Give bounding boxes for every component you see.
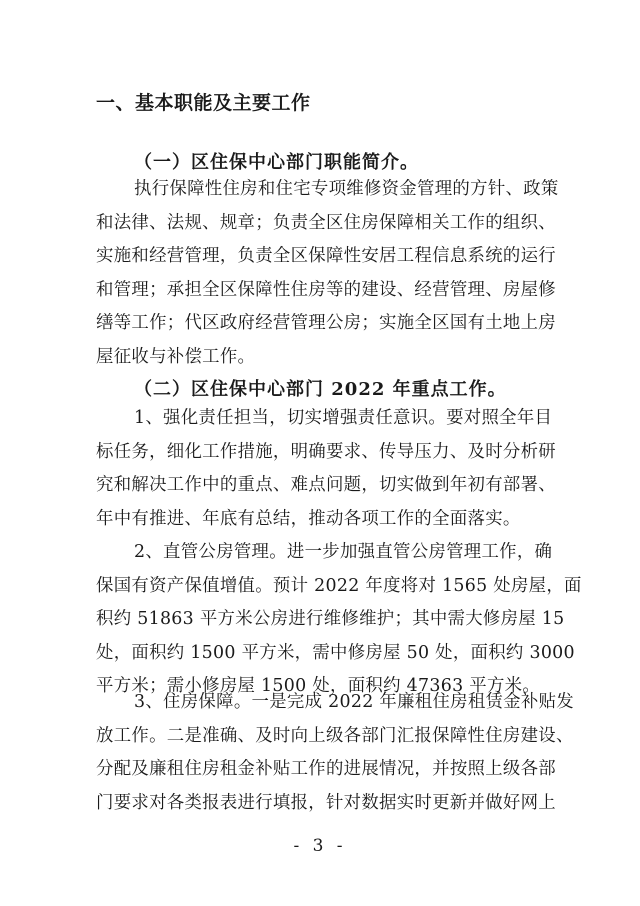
paragraph-functions xyxy=(96,173,559,374)
paragraph-line: 执行保障性住房和住宅专项维修资金管理的方针、政策 xyxy=(134,179,559,199)
paragraph-responsibility xyxy=(96,402,556,536)
paragraph-line: 处，面积约 1500 平方米，需中修房屋 50 处，面积约 3000 xyxy=(96,642,575,663)
paragraph-line: 究和解决工作中的重点、难点问题，切实做到年初有部署、 xyxy=(96,475,556,495)
paragraph-line: 平方米；需小修房屋 1500 处，面积约 47363 平方米。 xyxy=(96,676,541,696)
paragraph-line: 1、强化责任担当，切实增强责任意识。要对照全年目 xyxy=(134,408,553,428)
paragraph-line: 分配及廉租住房租金补贴工作的进展情况，并按照上级各部 xyxy=(96,759,556,779)
paragraph-line: 放工作。二是准确、及时向上级各部门汇报保障性住房建设、 xyxy=(96,725,574,746)
paragraph-public-housing xyxy=(96,536,582,704)
section-title: 一、基本职能及主要工作 xyxy=(96,92,311,114)
paragraph-line: 缮等工作；代区政府经营管理公房；实施全区国有土地上房 xyxy=(96,313,556,333)
page-number: - 3 - xyxy=(293,836,347,856)
paragraph-line: 积约 51863 平方米公房进行维修维护；其中需大修房屋 15 xyxy=(96,609,565,629)
paragraph-line: 标任务，细化工作措施，明确要求、传导压力、及时分析研 xyxy=(96,441,556,462)
paragraph-line: 2、直管公房管理。进一步加强直管公房管理工作，确 xyxy=(134,542,553,562)
subsection-title-key-work: （二）区住保中心部门 2022 年重点工作。 xyxy=(134,379,507,400)
paragraph-line: 屋征收与补偿工作。 xyxy=(96,346,256,367)
paragraph-line: 3、住房保障。一是完成 2022 年廉租住房租赁金补贴发 xyxy=(134,692,574,712)
paragraph-line: 年中有推进、年底有总结，推动各项工作的全面落实。 xyxy=(96,508,521,529)
paragraph-line: 和法律、法规、规章；负责全区住房保障相关工作的组织、 xyxy=(96,212,556,233)
subsection-title-functions: （一）区住保中心部门职能简介。 xyxy=(134,152,419,173)
paragraph-housing-security xyxy=(96,686,574,820)
paragraph-line: 和管理；承担全区保障性住房等的建设、经营管理、房屋修 xyxy=(96,279,556,300)
paragraph-line: 保国有资产保值增值。预计 2022 年度将对 1565 处房屋，面 xyxy=(96,575,582,596)
paragraph-line: 实施和经营管理，负责全区保障性安居工程信息系统的运行 xyxy=(96,246,556,266)
paragraph-line: 门要求对各类报表进行填报，针对数据实时更新并做好网上 xyxy=(96,792,556,813)
